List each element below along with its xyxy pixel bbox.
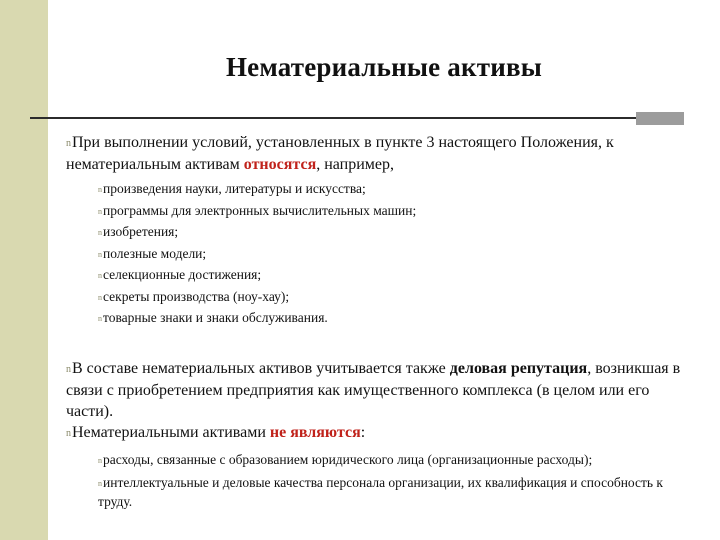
slide-content [66,132,686,515]
bullet-icon: n [66,427,71,439]
bullet-icon: n [98,478,102,488]
list-item-text: товарные знаки и знаки обслуживания. [103,310,328,325]
bullet-icon: n [66,363,71,375]
bullet-icon: n [98,455,102,465]
paragraph-goodwill [66,358,686,422]
paragraph-text: В составе нематериальных активов учитывается также [72,359,450,377]
list-item [98,265,686,287]
list-item-text: секреты производства (ноу-хау); [103,288,290,304]
title-divider-accent [636,112,684,125]
list-item [98,474,686,511]
paragraph-text: При выполнении условий, установленных в пункте 3 настоящего Положения, к нематериальным активам [66,134,614,173]
list-item-text: расходы, связанные с образованием юридического лица (организационные расходы); [103,451,593,467]
list-item-text: произведения науки, литературы и искусства; [103,181,366,196]
highlight-text: деловая репутация [449,359,588,377]
bullet-icon: n [98,271,102,280]
paragraph-intangible-definition [66,132,686,175]
list-item-text: полезные модели; [103,245,207,261]
list-item [98,287,686,309]
list-item [98,222,686,244]
bullet-icon: n [98,314,102,323]
intangible-assets-list [98,179,686,330]
list-item-text: изобретения; [103,224,179,239]
paragraph-text: , возникшая в связи с приобретением предприятия как имущественного комплекса (в целом или его части). [66,359,681,420]
bullet-icon: n [98,292,102,302]
paragraph-text: : [360,423,366,441]
list-item [98,308,686,330]
bullet-icon: n [98,249,102,259]
bullet-icon: n [66,138,71,149]
list-item [98,179,686,201]
bullet-icon: n [98,228,102,237]
list-item [98,201,686,223]
slide-title: Нематериальные активы [225,52,543,82]
highlight-text: относятся [243,156,317,173]
left-sidebar-bar [0,0,48,540]
list-item [98,244,686,266]
list-item-text: селекционные достижения; [103,267,262,282]
paragraph-not-intangible [66,422,686,444]
paragraph-text: , например, [316,156,395,173]
bullet-icon: n [98,185,102,194]
excluded-assets-list [98,451,686,511]
paragraph-text: Нематериальными активами [72,423,270,441]
bullet-icon: n [98,206,102,216]
list-item [98,451,686,470]
highlight-text: не являются [269,423,361,441]
list-item-text: программы для электронных вычислительных машин; [103,202,417,218]
title-divider [30,117,636,119]
list-item-text: интеллектуальные и деловые качества персонала организации, их квалификация и способность к труду. [98,474,663,509]
